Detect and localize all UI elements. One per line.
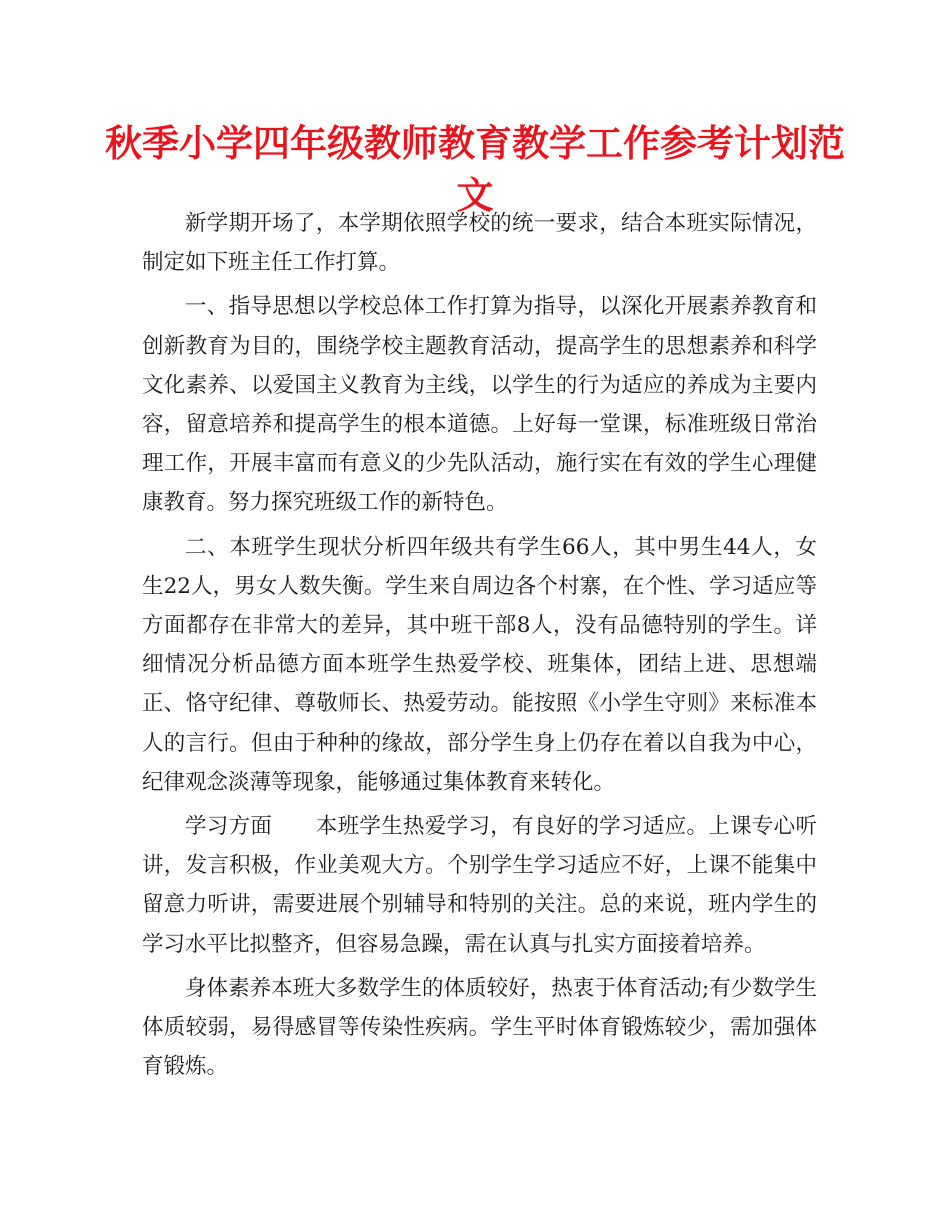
document-body (142, 204, 817, 1091)
paragraph-study: 学习方面 本班学生热爱学习，有良好的学习适应。上课专心听讲，发言积极，作业美观大方。个别学生学习适应不好，上课不能集中留意力听讲，需要进展个别辅导和特别的关注。总的来说，班内学生的学习水平比拟整齐，但容易急躁，需在认真与扎实方面接着培养。 (142, 814, 817, 957)
paragraph-guiding-thought: 一、指导思想以学校总体工作打算为指导，以深化开展素养教育和创新教育为目的，围绕学校主题教育活动，提高学生的思想素养和科学文化素养、以爱国主义教育为主线，以学生的行为适应的养成为主要内容，留意培养和提高学生的根本道德。上好每一堂课，标准班级日常治理工作，开展丰富而有意义的少先队活动，施行实在有效的学生心理健康教育。努力探究班级工作的新特色。 (142, 294, 817, 516)
document-title: 秋季小学四年级教师教育教学工作参考计划范文 (105, 122, 845, 217)
paragraph-physical: 身体素养本班大多数学生的体质较好，热衷于体育活动;有少数学生体质较弱，易得感冒等传染性疾病。学生平时体育锻炼较少，需加强体育锻炼。 (142, 975, 817, 1080)
paragraph-student-analysis: 二、本班学生现状分析四年级共有学生66人，其中男生44人，女生22人，男女人数失衡。学生来自周边各个村寨，在个性、学习适应等方面都存在非常大的差异，其中班干部8人，没有品德特别的学生。详细情况分析品德方面本班学生热爱学校、班集体，团结上进、思想端正、恪守纪律、尊敬师长、热爱劳动。能按照《小学生守则》来标准本人的言行。但由于种种的缘故，部分学生身上仍存在着以自我为中心，纪律观念淡薄等现象，能够通过集体教育来转化。 (142, 534, 817, 795)
paragraph-intro: 新学期开场了，本学期依照学校的统一要求，结合本班实际情况，制定如下班主任工作打算。 (142, 211, 817, 276)
